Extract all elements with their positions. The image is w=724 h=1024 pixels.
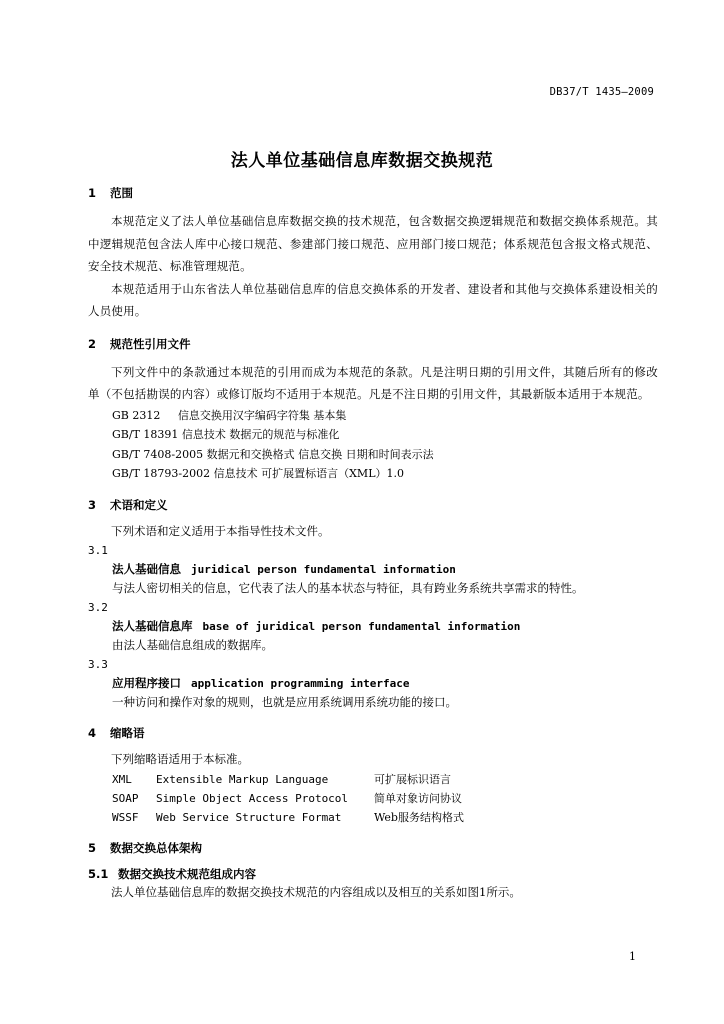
section-1-paragraph-2: 本规范适用于山东省法人单位基础信息库的信息交换体系的开发者、建设者和其他与交换体系建设相关的人员使用。 [88, 281, 658, 318]
section-number: 2 [88, 336, 97, 351]
section-5-paragraph-1: 法人单位基础信息库的数据交换技术规范的内容组成以及相互的关系如图1所示。 [111, 884, 521, 899]
subsection-title: 数据交换技术规范组成内容 [118, 866, 257, 881]
section-number: 5 [88, 840, 97, 855]
reference-item: GB 2312 信息交换用汉字编码字符集 基本集 [112, 408, 347, 422]
reference-item: GB/T 18793-2002 信息技术 可扩展置标语言（XML）1.0 [112, 467, 404, 480]
term-name [88, 617, 658, 636]
abbreviation-cn: 可扩展标识语言 [374, 772, 451, 786]
section-1-heading [88, 184, 658, 202]
term-number: 3.3 [88, 658, 108, 671]
reference-item: GB/T 7408-2005 数据元和交换格式 信息交换 日期和时间表示法 [112, 447, 434, 461]
abbreviation-row [88, 808, 658, 827]
section-title: 缩略语 [110, 726, 145, 740]
section-3-intro: 下列术语和定义适用于本指导性技术文件。 [111, 523, 330, 538]
reference-item: GB/T 18391 信息技术 数据元的规范与标准化 [112, 428, 340, 441]
abbreviation: XML [112, 772, 132, 786]
section-4-intro: 下列缩略语适用于本标准。 [111, 752, 249, 766]
abbreviation-row [88, 789, 658, 808]
term-name [88, 560, 658, 579]
abbreviation-full: Simple Object Access Protocol [156, 791, 349, 805]
section-number: 3 [88, 497, 97, 512]
page-number: 1 [629, 950, 636, 963]
abbreviation: WSSF [112, 810, 139, 824]
abbreviation-full: Web Service Structure Format [156, 810, 342, 824]
term-name-en: base of juridical person fundamental information [202, 620, 521, 633]
term-definition: 由法人基础信息组成的数据库。 [112, 638, 273, 652]
term-name-cn: 法人基础信息库 [112, 619, 193, 633]
section-2-paragraph-1: 下列文件中的条款通过本规范的引用而成为本规范的条款。凡是注明日期的引用文件，其随后所有的修改单（不包括勘误的内容）或修订版均不适用于本规范。凡是不注日期的引用文件，其最新版本适用于本规范。 [88, 364, 658, 401]
abbreviation-row [88, 770, 658, 789]
abbreviation-cn: Web服务结构格式 [374, 810, 464, 824]
term-name-cn: 应用程序接口 [112, 676, 181, 690]
section-title: 规范性引用文件 [110, 336, 191, 351]
term-number: 3.1 [88, 544, 108, 557]
subsection-5-1-heading [88, 865, 658, 883]
term-number: 3.2 [88, 601, 108, 614]
term-name-en: application programming interface [191, 677, 410, 690]
section-2-heading [88, 335, 658, 353]
standard-code: DB37/T 1435—2009 [549, 86, 654, 98]
term-name-en: juridical person fundamental information [191, 563, 456, 576]
document-title: 法人单位基础信息库数据交换规范 [230, 151, 494, 171]
section-4-heading [88, 724, 658, 742]
section-number: 4 [88, 726, 97, 740]
abbreviation-full: Extensible Markup Language [156, 772, 329, 786]
section-5-heading [88, 839, 658, 857]
term-definition: 一种访问和操作对象的规则，也就是应用系统调用系统功能的接口。 [112, 695, 457, 709]
term-definition: 与法人密切相关的信息，它代表了法人的基本状态与特征，具有跨业务系统共享需求的特性。 [112, 581, 584, 595]
section-title: 数据交换总体架构 [110, 840, 203, 855]
subsection-number: 5.1 [88, 866, 109, 881]
term-name [88, 674, 658, 693]
section-1-paragraph-1: 本规范定义了法人单位基础信息库数据交换的技术规范，包含数据交换逻辑规范和数据交换体系规范。其中逻辑规范包含法人库中心接口规范、参建部门接口规范、应用部门接口规范；体系规范包含报文格式规范、安全技术规范、标准管理规范。 [88, 214, 658, 273]
section-3-heading [88, 496, 658, 514]
abbreviation-cn: 简单对象访问协议 [374, 791, 462, 805]
document-body [88, 184, 658, 902]
section-title: 术语和定义 [110, 497, 168, 512]
abbreviation: SOAP [112, 791, 139, 805]
section-number: 1 [88, 186, 97, 200]
section-title: 范围 [110, 186, 134, 200]
term-name-cn: 法人基础信息 [112, 562, 181, 576]
